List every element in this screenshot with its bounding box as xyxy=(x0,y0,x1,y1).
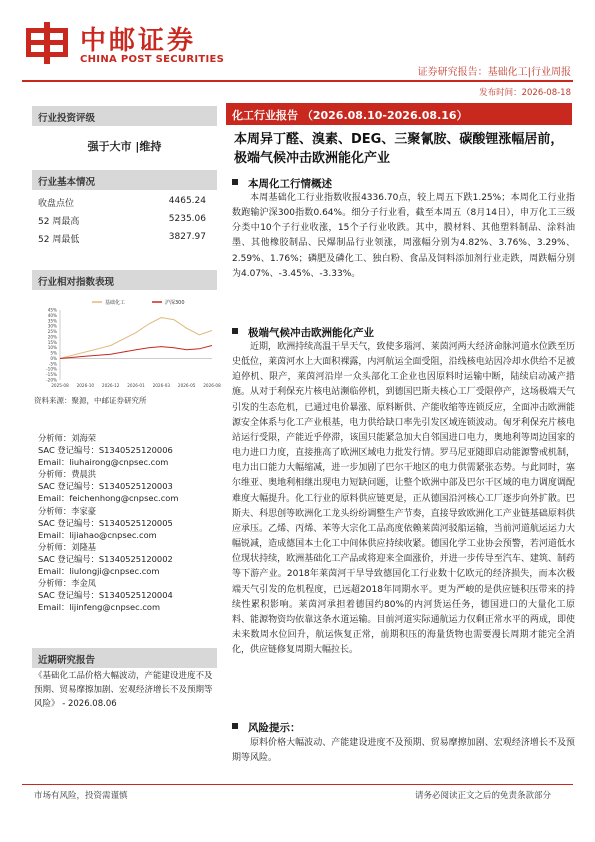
relative-index-chart-svg xyxy=(32,296,221,392)
square-bullet-icon xyxy=(232,328,238,334)
analyst-name: 分析师：刘隆基 xyxy=(38,541,97,552)
y-tick-label: 45% xyxy=(47,307,57,313)
y-tick-label: 0% xyxy=(50,355,57,361)
logo-emblem-icon xyxy=(22,18,72,68)
logo-chinese-text: 中邮证券 xyxy=(80,26,197,56)
basic-row xyxy=(32,214,212,230)
rating-section-title: 行业投资评级 xyxy=(32,106,217,126)
square-bullet-icon xyxy=(232,179,238,185)
basic-label: 52 周最低 xyxy=(38,235,80,245)
x-tick-label: 2026-10 xyxy=(76,383,95,388)
analyst-sac: SAC 登记编号：S1340525120002 xyxy=(38,553,173,564)
company-logo xyxy=(22,18,225,70)
analyst-list xyxy=(38,432,218,613)
analyst-email[interactable]: Email：feichenhong@cnpsec.com xyxy=(38,493,179,504)
analyst-sac: SAC 登记编号：S1340525120006 xyxy=(38,445,173,456)
risk-heading-text: 风险提示： xyxy=(248,722,301,734)
report-section-bar: 化工行业报告 （2026.08.10-2026.08.16） xyxy=(226,103,572,125)
analyst-email[interactable]: Email：lijinfeng@cnpsec.com xyxy=(38,602,161,613)
series-line-1 xyxy=(60,346,212,359)
basic-section-title: 行业基本情况 xyxy=(32,170,217,190)
x-tick-label: 2026-05 xyxy=(177,383,196,388)
series-line-0 xyxy=(60,318,212,359)
x-tick-label: 2025-08 xyxy=(51,383,69,388)
analyst-name: 分析师：李金凤 xyxy=(38,578,97,589)
analyst-email[interactable]: Email：liulongji@cnpsec.com xyxy=(38,566,160,577)
x-tick-label: 2026-12 xyxy=(101,383,120,388)
basic-value: 5235.06 xyxy=(168,214,206,224)
basic-label: 52 周最高 xyxy=(38,217,80,227)
report-title: 本周异丁醛、溴素、DEG、三聚氰胺、碳酸锂涨幅居前，极端气候冲击欧洲能化产业 xyxy=(234,132,564,166)
y-tick-label: 10% xyxy=(47,345,57,351)
recent-section-title: 近期研究报告 xyxy=(32,648,217,668)
risk-paragraph: 原料价格大幅波动、产能建设进度不及预期、贸易摩擦加剧、宏观经济增长不及预期等风险。 xyxy=(232,738,575,764)
report-type: 证券研究报告：基础化工|行业周报 xyxy=(417,67,571,78)
y-tick-label: -15% xyxy=(46,372,57,378)
square-bullet-icon xyxy=(232,723,238,729)
industry-rating: 强于大市 |维持 xyxy=(87,140,162,153)
y-tick-label: -10% xyxy=(46,366,57,372)
basic-row xyxy=(32,232,212,248)
basic-label: 收盘点位 xyxy=(38,199,75,209)
overview-heading-text: 本周化工行情概述 xyxy=(248,178,332,190)
y-tick-label: 40% xyxy=(47,312,57,318)
analyst-email[interactable]: Email：liuhairong@cnpsec.com xyxy=(38,457,169,468)
x-tick-label: 2026-01 xyxy=(127,383,145,388)
y-tick-label: -20% xyxy=(46,377,57,383)
analyst-name: 分析师：李家豪 xyxy=(38,505,97,516)
header-divider xyxy=(22,80,573,82)
legend-label: 沪深300 xyxy=(165,300,185,306)
basic-value: 3827.97 xyxy=(168,232,206,242)
footer-divider xyxy=(22,784,573,785)
basic-row xyxy=(32,196,212,212)
analyst-sac: SAC 登记编号：S1340525120004 xyxy=(38,590,173,601)
europe-paragraph: 近期，欧洲持续高温干旱天气，致使多瑙河、莱茵河两大经济命脉河道水位跌至历史低位，莱茵河水上大面积裸露，内河航运全面受阻，沿线核电站因冷却水供给不足被迫停机、限产，莱茵河沿岸一众头部化工企业也因原料时运输中断，陆续启动减产措施。从对于利保充片核电站濒临停机，到德国巴斯夫核心工厂受限停产，这场极端天气引发的生态危机，已通过电价暴涨、原料断供、产能收缩等连锁反应，全面冲击欧洲能源安全体系与化工产业根基，电力供给缺口率先引发区域连锁波动。匈牙利保充片核电站运行受限，产能近乎停滞，该国只能紧急加大自邻国进口电力，奥地利等周边国家的电力进口力度，直接推高了欧洲区域电力批发行情。罗马尼亚随即启动能源警戒机制，电力出口能力大幅缩减，进一步加剧了巴尔干地区的电力供需紧张态势。与此同时，塞尔维亚、奥地利相继出现电力短缺问题，让整个欧洲中部及巴尔干区域的电力调度调配难度大幅提升。化工行业的原料供应链更是，正从德国沿河核心工厂逐步向外扩散。巴斯夫、科思创等欧洲化工龙头纷纷调整生产节奏，直接导致欧洲化工产业链基础原料供应承压。乙烯、丙烯、苯等大宗化工品高度依赖莱茵河驳船运输，当前河道航运运力大幅锐减，造成德国本土化工中间体供应持续收紧。德国化学工业协会预警，若河道低水位现状持续，欧洲基础化工产品或将迎来全面涨价，并进一步传导至汽车、建筑、制药等下游产业。2018年莱茵河干旱导致德国化工行业数十亿欧元的经济损失，而本次极端天气引发的危机程度，已远超2018年同期水平。更为严峻的是供应链积压带来的持续性累积影响。莱茵河承担着德国约80%的内河货运任务，德国进口的大量化工原料、能源物资均依靠这条水道运输。目前河道实际通航运力仅剩正常水平的两成，即使未来数周水位回升，航运恢复正常，前期积压的海量货物也需要漫长周期才能完全消化，供应链修复周期大幅拉长。 xyxy=(232,342,575,656)
y-tick-label: 35% xyxy=(47,318,57,324)
analyst-name: 分析师：刘海荣 xyxy=(38,433,97,443)
analyst-sac: SAC 登记编号：S1340525120003 xyxy=(38,481,173,492)
risk-heading xyxy=(232,720,301,735)
analyst-sac: SAC 登记编号：S1340525120005 xyxy=(38,517,173,528)
y-tick-label: -5% xyxy=(48,361,57,367)
europe-heading-text: 极端气候冲击欧洲能化产业 xyxy=(248,327,374,339)
footer-risk-note: 市场有风险，投资需谨慎 xyxy=(34,791,128,801)
logo-english-text: CHINA POST SECURITIES xyxy=(80,54,225,65)
basic-value: 4465.24 xyxy=(168,196,206,206)
analyst-name: 分析师：费晨洪 xyxy=(38,469,97,480)
footer-disclaimer: 请务必阅读正文之后的免责条款部分 xyxy=(414,791,551,801)
y-tick-label: 5% xyxy=(50,350,57,356)
overview-paragraph: 本周基础化工行业指数收报4336.70点，较上周五下跌1.25%；本周化工行业指数跑输沪深300指数0.64%。细分子行业看，截至本周五（8月14日），申万化工三级分类中10个子行业收涨，15个子行业收跌。其中，膜材料、其他塑料制品、涂料油墨、其他橡胶制品、民爆制品行业领涨，周涨幅分别为4.82%、3.76%、3.29%、2.59%、1.76%；磷肥及磷化工、独白粉、食品及饲料添加剂行业走跌，周跌幅分别为4.07%、-3.45%、-3.33%。 xyxy=(232,193,575,279)
analyst-email[interactable]: Email：lijiahao@cnpsec.com xyxy=(38,529,157,540)
relative-index-chart xyxy=(32,296,221,392)
recent-report-item[interactable]: 《基础化工品价格大幅波动，产能建设进度不及预期、贸易摩擦加剧、宏观经济增长不及预期等风险》 - 2026.08.06 xyxy=(34,671,213,709)
y-tick-label: 25% xyxy=(47,329,57,335)
publish-date: 发布时间：2026-08-18 xyxy=(479,88,571,98)
europe-heading xyxy=(232,325,374,340)
perf-section-title: 行业相对指数表现 xyxy=(32,270,217,290)
x-tick-label: 2026-08 xyxy=(203,383,221,388)
y-tick-label: 20% xyxy=(47,334,57,340)
overview-heading xyxy=(232,176,332,191)
y-tick-label: 15% xyxy=(47,339,57,345)
y-tick-label: 30% xyxy=(47,323,57,329)
chart-source: 资料来源：聚源，中邮证券研究所 xyxy=(34,396,147,405)
legend-label: 基础化工 xyxy=(105,300,126,306)
x-tick-label: 2026-03 xyxy=(152,383,171,388)
